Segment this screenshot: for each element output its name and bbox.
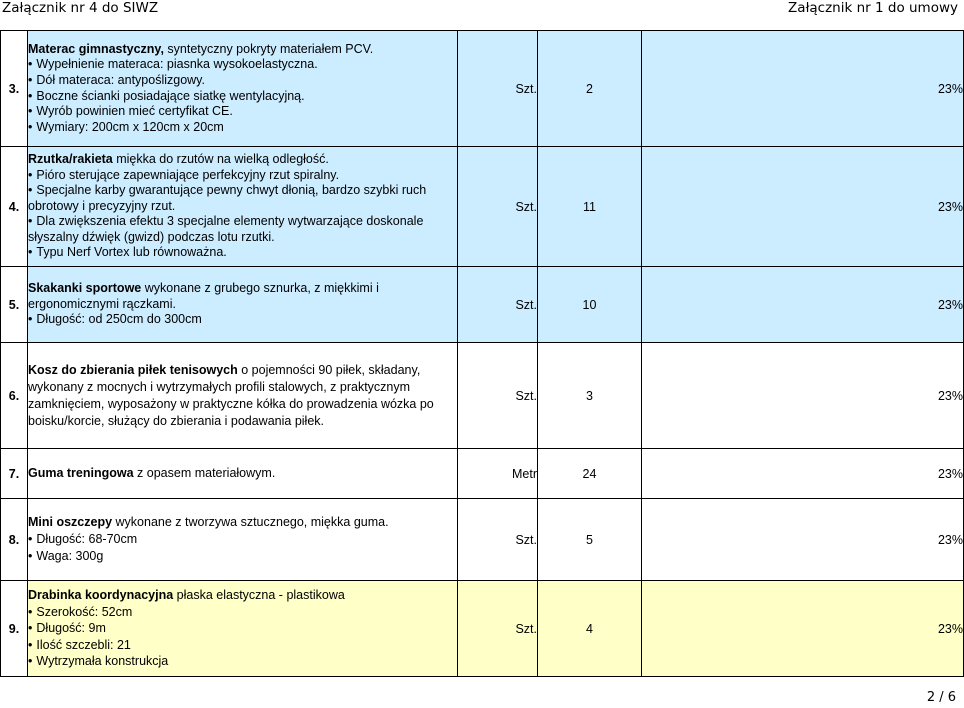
list-item: • Wypełnienie materaca: piasnka wysokoelastyczna. [28,57,457,73]
list-item: • Waga: 300g [28,548,457,565]
unit-cell: Szt. [458,499,538,581]
list-item-continued: słyszalny dźwięk (gwizd) podczas lotu rzutki. [28,229,275,244]
row-number: 3. [1,31,28,147]
unit-cell: Szt. [458,343,538,449]
row-number: 5. [1,267,28,343]
table-row [1,499,964,581]
list-item: • Wymiary: 200cm x 120cm x 20cm [28,120,457,136]
vat-cell: 23% [642,499,964,581]
table-row [1,581,964,677]
item-name-rest: z opasem materiałowym. [133,465,276,480]
item-name: Kosz do zbierania piłek tenisowych [28,362,238,377]
unit-cell: Szt. [458,581,538,677]
unit-cell: Szt. [458,147,538,267]
header-left: Załącznik nr 4 do SIWZ [2,0,159,16]
list-item: • Długość: 9m [28,620,457,636]
table-row [1,147,964,267]
list-item: • Długość: 68-70cm [28,531,457,548]
unit-cell: Szt. [458,31,538,147]
list-item: • Specjalne karby gwarantujące pewny chwyt dłonią, bardzo szybki ruch [28,183,457,199]
vat-cell: 23% [642,581,964,677]
row-number: 9. [1,581,28,677]
list-item-continued: zamknięciem, wyposażony w praktyczne kółka do prowadzenia wózka po [28,396,434,411]
item-name: Skakanki sportowe [28,281,142,296]
item-name: Mini oszczepy [28,515,113,529]
vat-cell: 23% [642,147,964,267]
item-name-rest: płaska elastyczna - plastikowa [173,588,345,603]
item-description [28,31,458,147]
item-name-rest: o pojemności 90 piłek, składany, [237,362,421,377]
vat-cell: 23% [642,449,964,499]
page-number: 2 / 6 [926,690,956,705]
item-description [28,343,458,449]
table-row [1,449,964,499]
header-right: Załącznik nr 1 do umowy [788,0,958,16]
unit-cell: Szt. [458,267,538,343]
list-item-continued: ergonomicznymi rączkami. [28,296,176,311]
list-item: • Wytrzymała konstrukcja [28,653,457,669]
list-item: • Typu Nerf Vortex lub równoważna. [28,245,457,261]
item-name-rest: wykonane z tworzywa sztucznego, miękka guma. [112,515,389,529]
unit-cell: Metr [458,449,538,499]
item-name: Guma treningowa [28,465,134,480]
item-name: Drabinka koordynacyjna [28,588,174,603]
vat-cell: 23% [642,31,964,147]
quantity-cell: 10 [538,267,642,343]
list-item-continued: boisku/korcie, służący do zbierania i podawania piłek. [28,413,324,428]
list-item: • Dla zwiększenia efektu 3 specjalne elementy wytwarzające doskonale [28,214,457,230]
list-item: • Wyrób powinien mieć certyfikat CE. [28,104,457,120]
row-number: 7. [1,449,28,499]
list-item: • Szerokość: 52cm [28,604,457,620]
quantity-cell: 11 [538,147,642,267]
item-description [28,499,458,581]
vat-cell: 23% [642,343,964,449]
item-description [28,581,458,677]
list-item: • Długość: od 250cm do 300cm [28,312,457,328]
items-table [0,30,964,677]
quantity-cell: 3 [538,343,642,449]
row-number: 8. [1,499,28,581]
table-row [1,31,964,147]
item-description [28,147,458,267]
item-name-rest: wykonane z grubego sznurka, z miękkimi i [141,281,379,296]
list-item-continued: obrotowy i precyzyjny rzut. [28,198,176,213]
item-name-rest: miękka do rzutów na wielką odległość. [112,151,329,166]
item-name-rest: syntetyczny pokryty materiałem PCV. [163,41,374,56]
quantity-cell: 5 [538,499,642,581]
table-row [1,343,964,449]
list-item: • Ilość szczebli: 21 [28,637,457,653]
list-item: • Boczne ścianki posiadające siatkę wentylacyjną. [28,89,457,105]
vat-cell: 23% [642,267,964,343]
list-item: • Pióro sterujące zapewniające perfekcyjny rzut spiralny. [28,168,457,184]
item-name: Materac gimnastyczny, [28,41,164,56]
quantity-cell: 2 [538,31,642,147]
list-item-continued: wykonany z mocnych i wytrzymałych profili stalowych, z praktycznym [28,379,411,394]
item-description [28,267,458,343]
quantity-cell: 4 [538,581,642,677]
row-number: 4. [1,147,28,267]
item-description [28,449,458,499]
item-name: Rzutka/rakieta [28,151,113,166]
list-item: • Dół materaca: antypoślizgowy. [28,73,457,89]
quantity-cell: 24 [538,449,642,499]
page-header [0,0,960,22]
row-number: 6. [1,343,28,449]
table-row [1,267,964,343]
